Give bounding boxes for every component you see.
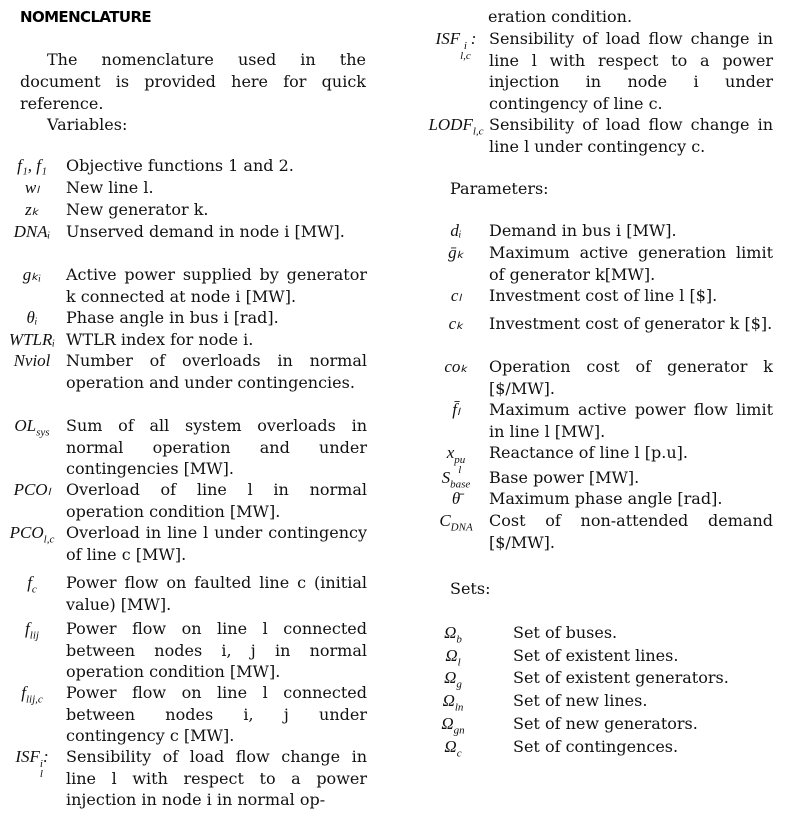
parameter-entry <box>423 313 773 335</box>
description: Investment cost of line l [$]. <box>489 286 718 305</box>
symbol: θᵢ <box>26 308 38 327</box>
variable-entry <box>0 177 367 199</box>
symbol: coₖ <box>444 357 468 376</box>
symbol: ḡₖ <box>448 243 464 262</box>
symbol: ISF i l : <box>15 747 49 780</box>
variable-entry <box>0 350 367 393</box>
variable-entry <box>0 155 367 177</box>
description: Objective functions 1 and 2. <box>66 156 294 175</box>
description: Operation cost of generator k [$/MW]. <box>489 357 773 398</box>
symbol: Nviol <box>13 351 51 370</box>
description: Phase angle in bus i [rad]. <box>66 308 279 327</box>
variable-continuation: eration condition. <box>488 7 633 26</box>
variable-entry <box>0 415 367 480</box>
symbol: $\Omega_c$ <box>444 737 462 760</box>
symbol: ISF i l,c : <box>435 29 477 62</box>
symbol: $S_{base}$ <box>441 468 471 491</box>
parameter-entry <box>423 285 773 307</box>
symbol: $\Omega_{ln}$ <box>442 691 464 714</box>
description: Power flow on faulted line c (initial value) [MW]. <box>66 573 367 614</box>
symbol: $OL_{sys}$ <box>14 416 50 439</box>
variable-entry <box>0 264 367 307</box>
parameter-entry <box>423 510 773 553</box>
symbol: $\Omega_b$ <box>444 623 462 646</box>
description: New line l. <box>66 178 154 197</box>
parameters-label: Parameters: <box>450 179 549 198</box>
symbol: cₖ <box>448 314 464 333</box>
variable-entry <box>0 682 367 747</box>
description: Demand in bus i [MW]. <box>489 221 677 240</box>
description: Sensibility of load flow change in line l under contingency c. <box>489 115 773 156</box>
parameter-entry <box>423 220 773 242</box>
description: New generator k. <box>66 200 209 219</box>
symbol: x pu l <box>446 443 466 476</box>
description: Set of new lines. <box>513 691 648 710</box>
description: Active power supplied by generator k connected at node i [MW]. <box>66 265 367 306</box>
symbol: $C_{DNA}$ <box>439 511 473 534</box>
variable-entry <box>423 28 773 114</box>
symbol: DNAᵢ <box>13 222 51 241</box>
variable-entry <box>0 479 367 522</box>
description: Set of existent generators. <box>513 668 729 687</box>
symbol: gₖᵢ <box>22 265 42 284</box>
description: Maximum phase angle [rad]. <box>489 489 723 508</box>
variables-label: Variables: <box>47 115 128 134</box>
intro-paragraph: The nomenclature used in the document is provided here for quick reference. <box>20 50 366 113</box>
variable-entry <box>0 746 367 811</box>
description: WTLR index for node i. <box>66 330 254 349</box>
variable-entry <box>0 572 367 615</box>
symbol: WTLRᵢ <box>8 330 56 349</box>
parameter-entry <box>423 356 773 399</box>
symbol: zₖ <box>25 200 39 219</box>
variable-entry <box>0 307 367 329</box>
symbol: $f_{lij,c}$ <box>21 683 43 706</box>
description: Set of existent lines. <box>513 646 679 665</box>
description: Set of buses. <box>513 623 618 642</box>
description: Power flow on line l connected between nodes i, j in normal operation condition [MW]. <box>66 619 367 681</box>
symbol: $\Omega_l$ <box>445 646 461 669</box>
symbol: $f_{lij}$ <box>25 619 39 642</box>
parameter-entry <box>423 399 773 442</box>
symbol: dᵢ <box>450 221 462 240</box>
sets-label: Sets: <box>450 579 491 598</box>
description: Sensibility of load flow change in line l with respect to a power injection in node i in normal op- <box>66 747 367 809</box>
symbol: $f_c$ <box>27 573 37 596</box>
description: Investment cost of generator k [$]. <box>489 314 773 333</box>
symbol: $LODF_{l,c}$ <box>428 115 484 138</box>
variable-entry <box>0 618 367 683</box>
description: Reactance of line l [p.u]. <box>489 443 688 462</box>
symbol: $\Omega_g$ <box>444 668 462 691</box>
symbol: wₗ <box>24 178 40 197</box>
description: Cost of non-attended demand [$/MW]. <box>489 511 773 552</box>
symbol: $PCO_{l,c}$ <box>9 523 55 546</box>
description: Power flow on line l connected between nodes i, j under contingency c [MW]. <box>66 683 367 745</box>
nomenclature-heading: NOMENCLATURE <box>20 8 152 26</box>
variable-entry <box>0 329 367 351</box>
parameter-entry <box>423 242 773 285</box>
set-entry <box>423 736 773 765</box>
description: Number of overloads in normal operation and under contingencies. <box>66 351 367 392</box>
symbol: f₁, f₁ <box>17 156 47 175</box>
variable-entry <box>423 114 773 157</box>
description: Unserved demand in node i [MW]. <box>66 222 345 241</box>
description: Set of new generators. <box>513 714 698 733</box>
description: Overload of line l in normal operation condition [MW]. <box>66 480 367 521</box>
symbol: $\Omega_{gn}$ <box>441 714 465 737</box>
symbol: θ̄ <box>451 489 461 508</box>
symbol: PCOₗ <box>13 480 51 499</box>
description: Maximum active generation limit of generator k[MW]. <box>489 243 773 284</box>
variable-entry <box>0 522 367 565</box>
description: Base power [MW]. <box>489 468 640 487</box>
variable-entry <box>0 221 367 243</box>
symbol: f̄ₗ <box>452 400 460 419</box>
variable-entry <box>0 199 367 221</box>
description: Sensibility of load flow change in line l with respect to a power injection in node i under contingency of line c. <box>489 29 773 113</box>
description: Maximum active power flow limit in line l [MW]. <box>489 400 773 441</box>
symbol: cₗ <box>450 286 462 305</box>
description: Overload in line l under contingency of line c [MW]. <box>66 523 367 564</box>
description: Sum of all system overloads in normal operation and under contingencies [MW]. <box>66 416 367 478</box>
parameter-entry <box>423 488 773 510</box>
description: Set of contingences. <box>513 737 679 756</box>
